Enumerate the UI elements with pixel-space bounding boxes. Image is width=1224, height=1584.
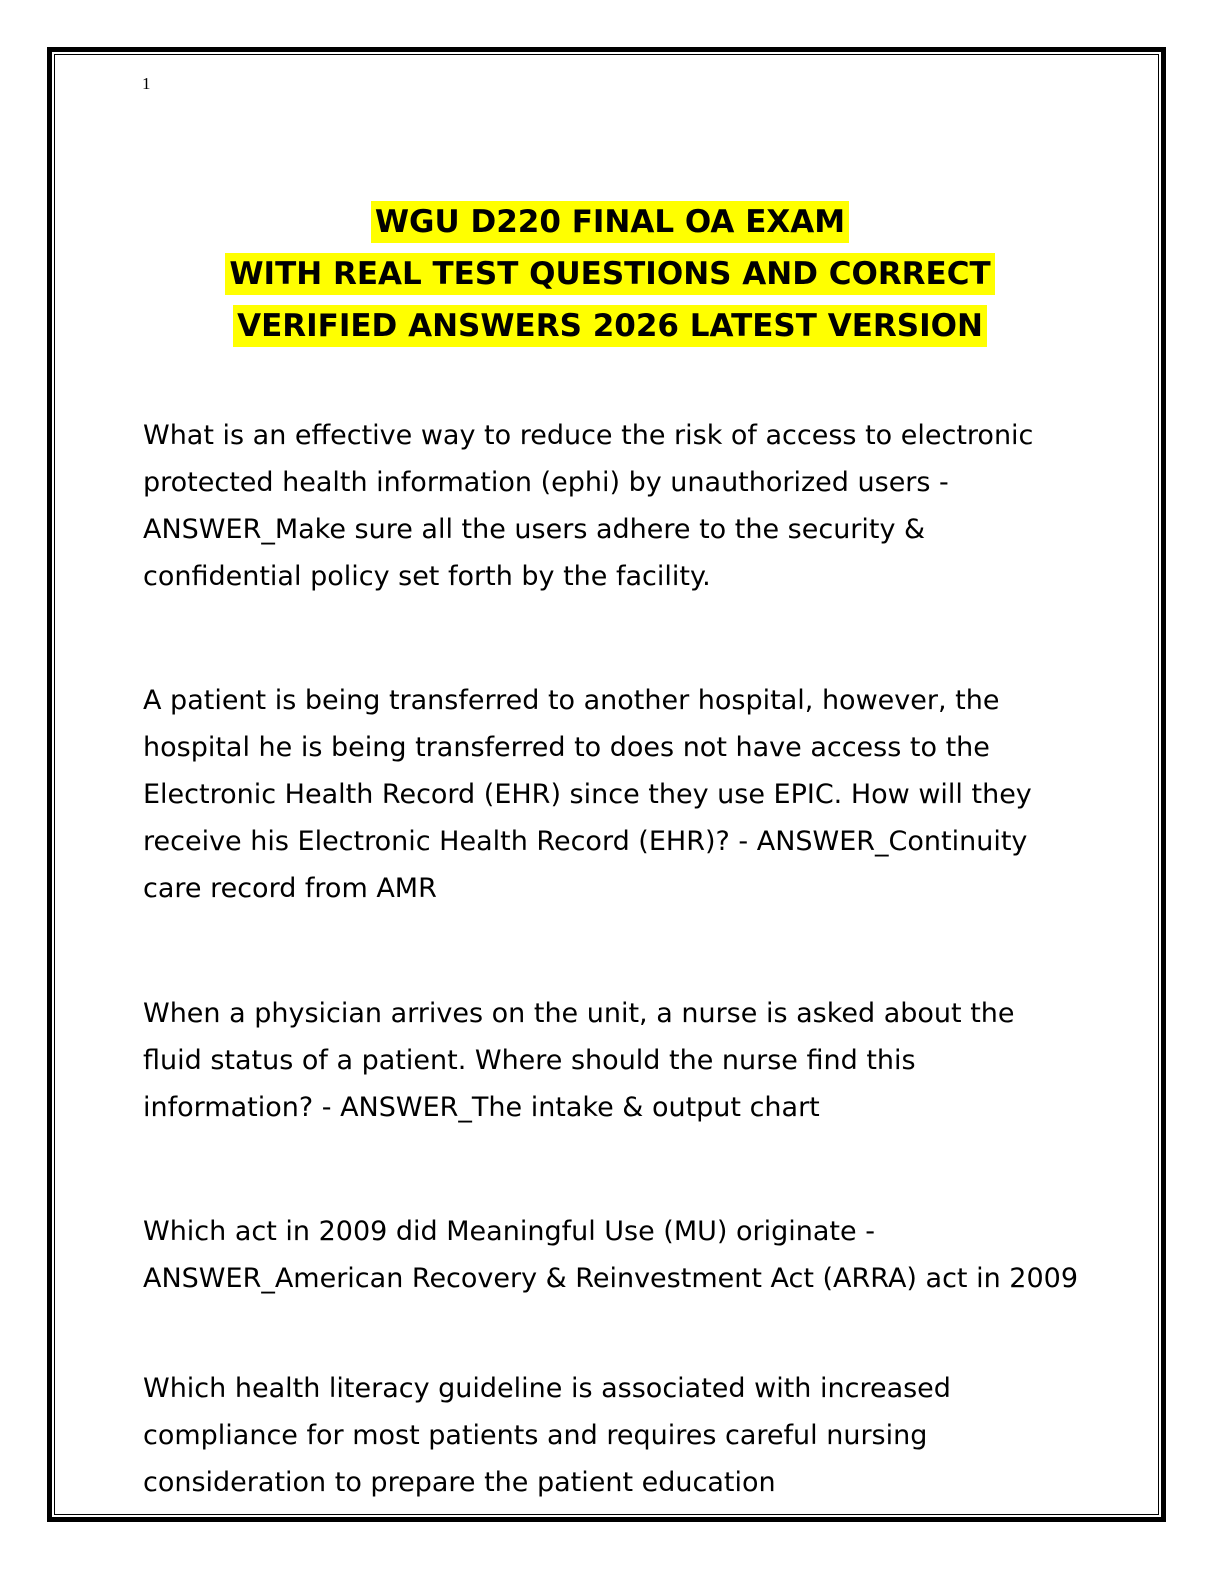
- qa-item: A patient is being transferred to another hospital, however, the hospital he is being transferred to does not have access to the Electronic Health Record (EHR) since they use EPIC. How will they receive his Electronic Health Record (EHR)? - ANSWER_Continuity care record from AMR: [143, 685, 1032, 904]
- title-line-1: WGU D220 FINAL OA EXAM: [371, 201, 849, 243]
- qa-item: What is an effective way to reduce the risk of access to electronic protected health information (ephi) by unauthorized users - ANSWER_Make sure all the users adhere to the security & confidential policy set forth by the facility.: [143, 420, 1034, 592]
- qa-item: When a physician arrives on the unit, a nurse is asked about the fluid status of a patient. Where should the nurse find this information? - ANSWER_The intake & output chart: [143, 998, 1015, 1123]
- qa-item: Which health literacy guideline is associated with increased compliance for most patients and requires careful nursing consideration to prepare the patient education: [143, 1373, 951, 1498]
- title-line-2: WITH REAL TEST QUESTIONS AND CORRECT: [225, 253, 994, 295]
- qa-item: Which act in 2009 did Meaningful Use (MU) originate - ANSWER_American Recovery & Reinvestment Act (ARRA) act in 2009: [143, 1216, 1079, 1294]
- page-number: 1: [142, 74, 151, 93]
- title-line-3: VERIFIED ANSWERS 2026 LATEST VERSION: [233, 305, 987, 347]
- document-title: [60, 196, 1160, 352]
